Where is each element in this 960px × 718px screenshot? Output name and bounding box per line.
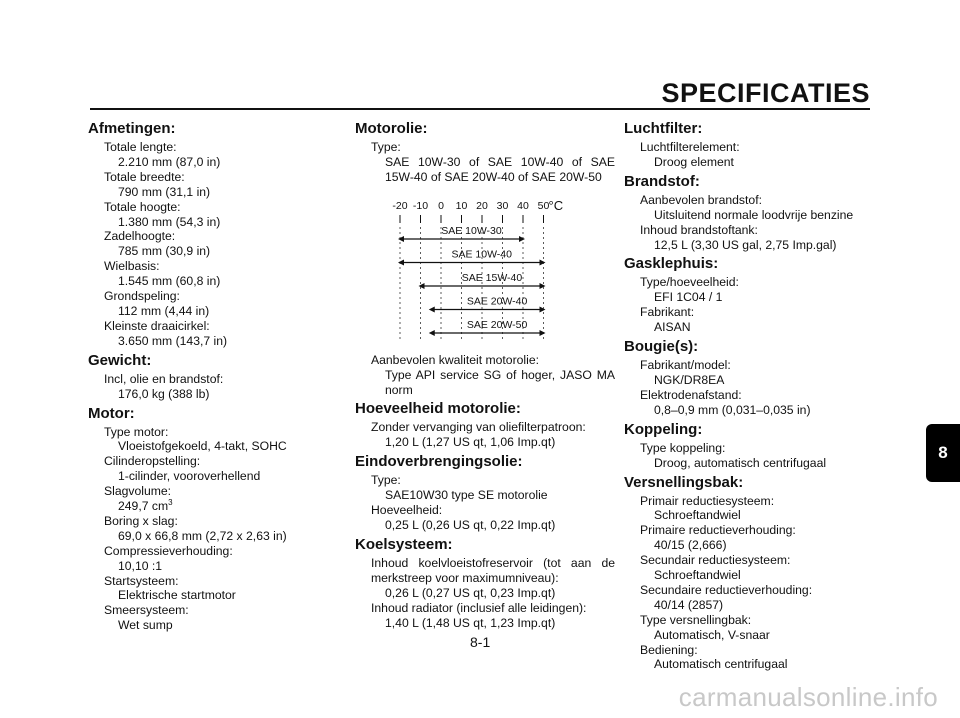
spec-value: NGK/DR8EA: [654, 372, 725, 387]
chapter-tab[interactable]: 8: [926, 424, 960, 482]
spec-label: Secundaire reductieverhouding:: [640, 582, 813, 597]
spec-label: Secundair reductiesysteem:: [640, 553, 791, 568]
tick-label: 20: [476, 199, 488, 212]
spec-label: Totale breedte:: [104, 169, 185, 184]
spec-value: Vloeistofgekoeld, 4-takt, SOHC: [118, 439, 287, 454]
section-title-bougie: Bougie(s):: [624, 338, 699, 356]
spec-label: Compressieverhouding:: [104, 543, 233, 558]
cubic-superscript: 3: [168, 497, 173, 507]
tick-label: -20: [392, 199, 408, 212]
spec-value: Droog element: [654, 154, 734, 169]
spec-value: 1-cilinder, vooroverhellend: [118, 469, 261, 484]
spec-label: Primair reductiesysteem:: [640, 493, 775, 508]
spec-label: Startsysteem:: [104, 573, 179, 588]
spec-label: Cilinderopstelling:: [104, 454, 201, 469]
spec-label: Totale lengte:: [104, 140, 177, 154]
spec-label: Grondspeling:: [104, 289, 180, 304]
section-title-eindoverbrengingsolie: Eindoverbrengingsolie:: [355, 453, 523, 471]
spec-label: Boring x slag:: [104, 513, 178, 528]
spec-label: Elektrodenafstand:: [640, 387, 742, 402]
spec-value: Wet sump: [118, 618, 173, 633]
spec-value: Elektrische startmotor: [118, 588, 236, 603]
oil-viscosity-chart-svg: [355, 193, 615, 343]
spec-label: Bediening:: [640, 642, 698, 657]
page-title: SPECIFICATIES: [661, 78, 870, 108]
spec-value: 790 mm (31,1 in): [118, 184, 211, 199]
band-label: SAE 20W-50: [466, 318, 528, 331]
tick-label: 30: [496, 199, 509, 212]
band-arrow-right: [540, 259, 546, 265]
spec-value: 176,0 kg (388 lb): [118, 386, 210, 401]
section-title-koppeling: Koppeling:: [624, 420, 703, 438]
spec-label: Kleinste draaicirkel:: [104, 318, 210, 333]
right-column: [624, 119, 874, 672]
section-title-luchtfilter: Luchtfilter:: [624, 120, 703, 137]
band-arrow-left: [398, 259, 404, 265]
section-title-gasklephuis: Gasklephuis:: [624, 255, 719, 273]
spec-value: 40/15 (2,666): [654, 538, 727, 553]
oil-viscosity-chart: [355, 193, 615, 343]
middle-column: [355, 119, 615, 630]
section-title-motorolie: Motorolie:: [355, 120, 428, 137]
title-divider: [90, 108, 870, 110]
spec-label: Wielbasis:: [104, 259, 160, 274]
spec-label: Smeersysteem:: [104, 603, 189, 618]
tick-label: 0: [438, 199, 444, 212]
spec-value: Automatisch centrifugaal: [654, 657, 788, 672]
section-title-versnellingsbak: Versnellingsbak:: [624, 473, 744, 491]
spec-label: Aanbevolen kwaliteit motorolie:: [371, 352, 540, 367]
band-arrow-left: [398, 236, 404, 242]
spec-value: 1.545 mm (60,8 in): [118, 274, 221, 289]
band-arrow-right: [519, 236, 525, 242]
left-column: [88, 119, 338, 633]
spec-label: Type:: [371, 473, 401, 488]
spec-label: Primaire reductieverhouding:: [640, 523, 796, 538]
spec-label: Inhoud brandstoftank:: [640, 222, 758, 237]
spec-label: Zadelhoogte:: [104, 229, 176, 244]
spec-value: 0,26 L (0,27 US qt, 0,23 Imp.qt): [385, 585, 556, 600]
band-arrow-right: [540, 330, 546, 336]
spec-value: 0,25 L (0,26 US qt, 0,22 Imp.qt): [385, 517, 556, 532]
spec-value: Uitsluitend normale loodvrije benzine: [654, 207, 854, 222]
spec-value: 12,5 L (3,30 US gal, 2,75 Imp.gal): [654, 237, 837, 252]
watermark: carmanualsonline.info: [678, 682, 938, 712]
spec-label: Type motor:: [104, 424, 169, 439]
tick-label: 40: [517, 199, 529, 212]
band-label: SAE 20W-40: [466, 295, 528, 308]
spec-value: 1.380 mm (54,3 in): [118, 214, 221, 229]
spec-value: Type API service SG of hoger, JASO MA norm: [385, 367, 615, 397]
spec-value: 785 mm (30,9 in): [118, 244, 211, 259]
section-title-hoeveelheid-motorolie: Hoeveelheid motorolie:: [355, 400, 521, 418]
spec-label: Incl, olie en brandstof:: [104, 371, 224, 386]
spec-value: Schroeftandwiel: [654, 508, 741, 523]
band-arrow-left: [419, 283, 425, 289]
spec-label: Slagvolume:: [104, 484, 172, 499]
spec-label: Inhoud radiator (inclusief alle leidingen):: [371, 600, 587, 615]
spec-value: 1,20 L (1,27 US qt, 1,06 Imp.qt): [385, 435, 556, 450]
spec-value: 3.650 mm (143,7 in): [118, 333, 228, 348]
unit-label: °C: [548, 197, 564, 213]
band-arrow-right: [540, 283, 546, 289]
spec-value: 69,0 x 66,8 mm (2,72 x 2,63 in): [118, 528, 287, 543]
spec-value: 0,8–0,9 mm (0,031–0,035 in): [654, 402, 811, 417]
tick-label: 50: [537, 199, 550, 212]
spec-value: [88, 499, 338, 514]
spec-label: Aanbevolen brandstof:: [640, 192, 762, 207]
spec-label: Totale hoogte:: [104, 199, 181, 214]
section-title-gewicht: Gewicht:: [88, 351, 152, 369]
spec-value: 1,40 L (1,48 US qt, 1,23 Imp.qt): [385, 615, 556, 630]
band-label: SAE 10W-30: [441, 224, 502, 237]
band-label: SAE 15W-40: [461, 271, 523, 284]
spec-label: Type:: [371, 140, 401, 154]
band-arrow-left: [429, 330, 435, 336]
band-label: SAE 10W-40: [451, 248, 513, 261]
spec-value: Droog, automatisch centrifugaal: [654, 455, 827, 470]
spec-value: 10,10 :1: [118, 558, 163, 573]
spec-value: 112 mm (4,44 in): [118, 303, 210, 318]
spec-label: Type versnellingbak:: [640, 612, 752, 627]
spec-value: SAE 10W-30 of SAE 10W-40 of SAE 15W-40 of SAE 20W-40 of SAE 20W-50: [385, 154, 615, 184]
tick-label: 10: [455, 199, 468, 212]
section-title-afmetingen: Afmetingen:: [88, 120, 176, 137]
page-number: 8-1: [470, 634, 491, 650]
band-arrow-left: [429, 306, 435, 312]
section-title-brandstof: Brandstof:: [624, 172, 700, 190]
section-title-motor: Motor:: [88, 404, 135, 422]
spec-value: 40/14 (2857): [654, 597, 724, 612]
spec-value: AISAN: [654, 320, 691, 335]
spec-label: Type/hoeveelheid:: [640, 275, 739, 290]
spec-label: Luchtfilterelement:: [640, 140, 740, 154]
spec-value: Automatisch, V-snaar: [654, 627, 770, 642]
spec-value: Schroeftandwiel: [654, 568, 741, 583]
band-arrow-right: [540, 306, 546, 312]
spec-label: Hoeveelheid:: [371, 503, 443, 518]
spec-value: SAE10W30 type SE motorolie: [385, 488, 548, 503]
section-title-koelsysteem: Koelsysteem:: [355, 535, 453, 553]
spec-label: Inhoud koelvloeistofreservoir (tot aan de merkstreep voor maximumniveau):: [371, 555, 615, 585]
displacement-value: 249,7 cm: [118, 499, 169, 514]
spec-value: EFI 1C04 / 1: [654, 290, 723, 305]
spec-label: Zonder vervanging van oliefilterpatroon:: [371, 420, 586, 435]
spec-label: Fabrikant:: [640, 305, 695, 320]
spec-label: Type koppeling:: [640, 440, 726, 455]
tick-label: -10: [412, 199, 429, 212]
spec-label: Fabrikant/model:: [640, 358, 731, 373]
spec-value: 2.210 mm (87,0 in): [118, 154, 221, 169]
